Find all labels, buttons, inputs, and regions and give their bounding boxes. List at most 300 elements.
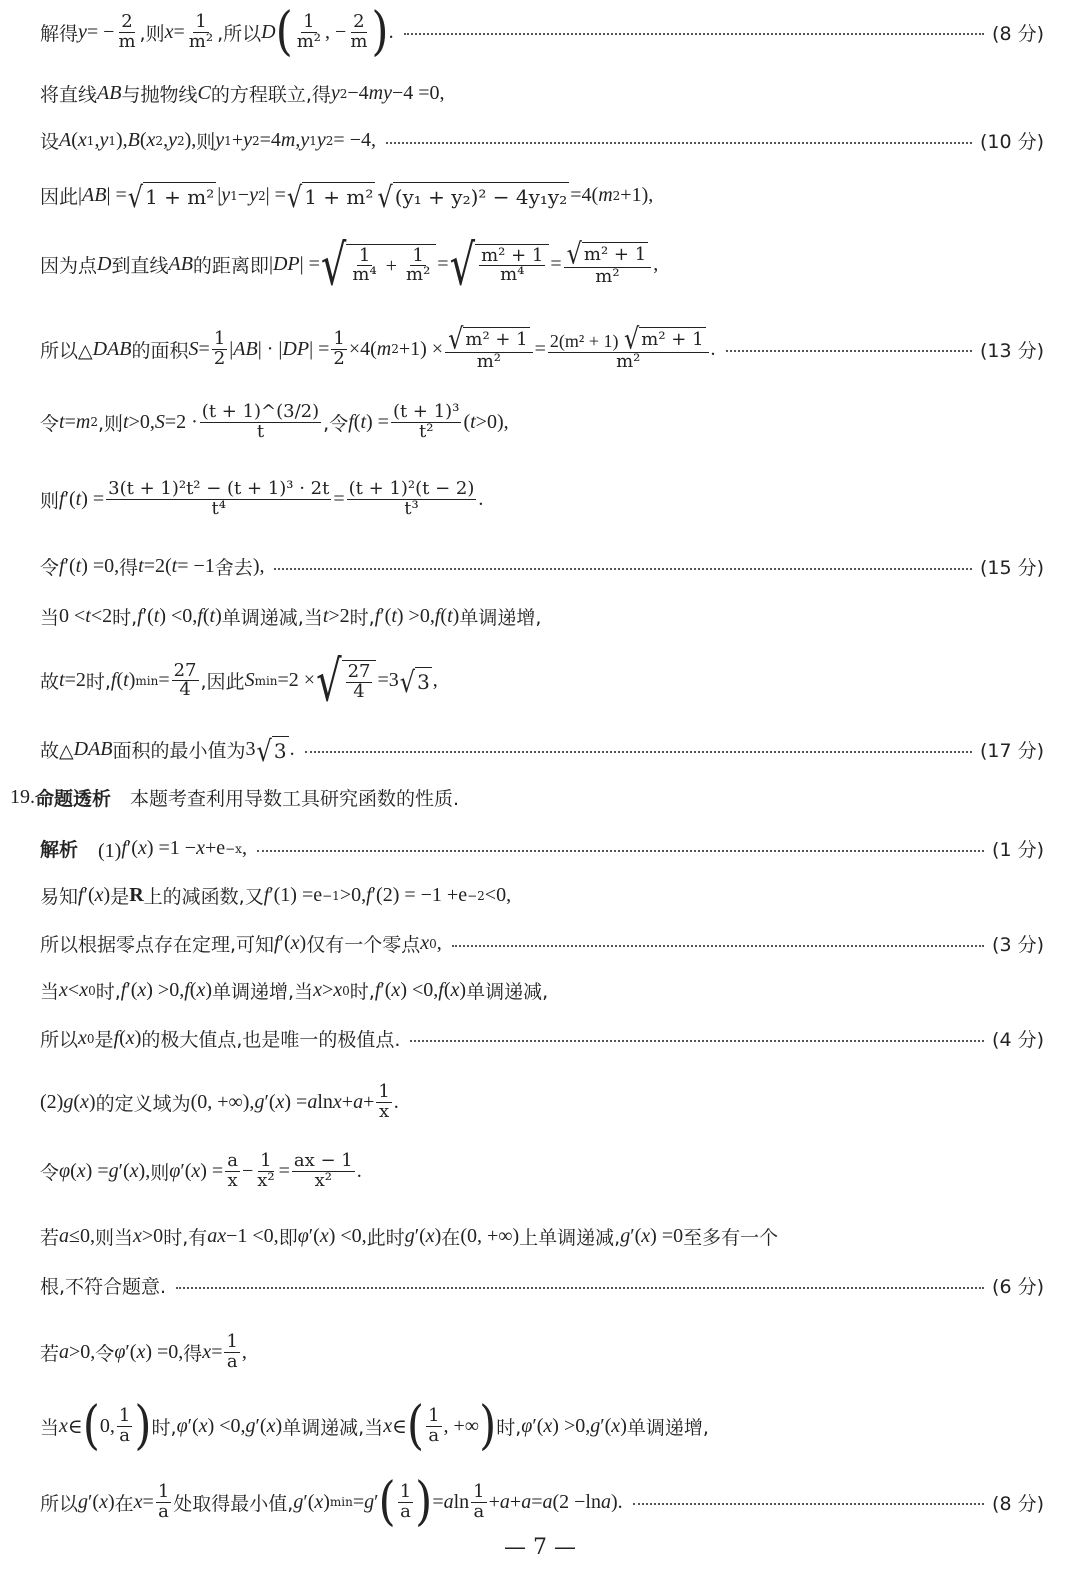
subscript: 0: [429, 936, 437, 951]
text: 因为点: [40, 254, 98, 277]
math-text: ,: [94, 129, 100, 151]
text: 的距离即: [192, 254, 269, 277]
math-variable: t: [59, 410, 65, 433]
denominator: a: [428, 1424, 440, 1446]
text: 则当: [95, 1227, 134, 1249]
math-variable: f: [78, 884, 84, 906]
fraction: [172, 659, 199, 701]
text-line: [40, 882, 1044, 909]
math-variable: a: [542, 1490, 553, 1513]
dotted-leader: [305, 751, 972, 753]
superscript: 2: [612, 188, 621, 203]
math-text: (: [463, 410, 471, 433]
math-text: ) =: [366, 410, 389, 433]
math-text: ),: [138, 1159, 151, 1182]
text: 所以: [40, 1029, 79, 1051]
math-text: =: [550, 252, 562, 275]
fraction: [479, 244, 545, 286]
math-text: ′(: [380, 979, 392, 1001]
large-paren: ): [479, 1394, 497, 1456]
math-variable: a: [600, 1490, 611, 1513]
page-number: — 7 —: [504, 1535, 576, 1560]
math-text: ),: [115, 129, 128, 151]
math-variable: φ: [114, 1340, 126, 1363]
math-variable: f: [438, 979, 444, 1001]
math-text: , +∞: [443, 1414, 480, 1437]
radicand: [475, 244, 549, 286]
denominator: a: [400, 1500, 411, 1522]
text: 所以根据零点存在定理,可知: [40, 934, 275, 956]
text: 即: [278, 1227, 298, 1249]
math-variable: x: [543, 1414, 553, 1437]
subscript: min: [329, 1495, 353, 1509]
math-text: <0,: [484, 884, 512, 906]
square-root: [623, 322, 706, 356]
text: 时,: [112, 607, 138, 629]
numerator: 1: [412, 244, 424, 266]
math-text: ′(: [118, 1159, 130, 1182]
math-text: (: [73, 1090, 80, 1113]
math-variable: x: [59, 979, 68, 1001]
text: 根,不符合题意.: [40, 1276, 167, 1298]
math-text: +: [363, 1090, 375, 1113]
math-text: ): [620, 1414, 627, 1437]
math-variable: S: [244, 669, 255, 692]
numerator: 2: [353, 10, 365, 32]
text: 本题考查利用导数工具研究函数的性质.: [111, 788, 460, 810]
subscript: 1: [224, 133, 232, 148]
math-variable: DAB: [73, 738, 113, 760]
math-text: =: [142, 1490, 154, 1513]
math-variable: ax: [207, 1225, 227, 1247]
denominator: t²: [418, 420, 434, 442]
math-text: ): [299, 932, 307, 954]
math-text: ′(: [279, 932, 291, 954]
subscript: min: [254, 673, 278, 688]
numerator: 1: [195, 10, 207, 32]
text-line: [40, 1152, 1044, 1191]
math-text: >2: [328, 605, 350, 627]
math-variable: D: [261, 20, 276, 43]
subscript: 0: [342, 983, 350, 998]
subscript: 0: [88, 983, 96, 998]
math-text: =: [333, 487, 345, 510]
math-text: (: [71, 129, 78, 151]
math-variable: g: [108, 1159, 119, 1182]
math-text: ) =: [85, 1159, 109, 1182]
text: 的定义域为: [95, 1092, 191, 1115]
subscript: 1: [108, 133, 116, 148]
math-text: ′(: [264, 1090, 276, 1113]
radical-sign: √: [127, 180, 144, 215]
math-text: =: [531, 1490, 543, 1513]
math-variable: x: [383, 1414, 393, 1437]
denominator: a: [158, 1500, 169, 1522]
math-text: ): [323, 1490, 330, 1513]
dotted-leader: [386, 142, 972, 144]
superscript: −x: [225, 841, 242, 856]
math-text: (: [119, 1027, 126, 1049]
math-text: ,: [295, 129, 301, 151]
math-variable: t: [391, 605, 397, 627]
line-content: [40, 930, 442, 957]
math-variable: AB: [233, 337, 258, 360]
line-content: [40, 480, 483, 519]
math-text: +: [341, 1090, 354, 1113]
fraction: [156, 1480, 171, 1522]
line-content: [40, 603, 541, 630]
dotted-leader: [633, 1503, 984, 1505]
math-variable: t: [209, 605, 216, 627]
math-text: ): [103, 884, 111, 906]
math-variable: A: [59, 129, 72, 151]
math-variable: S: [188, 337, 199, 360]
math-text: |: [229, 337, 234, 360]
math-variable: x: [99, 1490, 108, 1513]
math-text: ′(: [126, 979, 138, 1001]
math-text: ) =: [200, 1159, 224, 1182]
radical-sign: √: [623, 322, 640, 356]
large-paren: ): [134, 1394, 152, 1456]
denominator: m: [350, 30, 368, 52]
math-text: | · |: [257, 337, 283, 360]
text: 单调递增,: [626, 1416, 709, 1439]
radical-sign: √: [377, 180, 393, 215]
text: ,所以: [217, 22, 262, 45]
text: 时,: [496, 1416, 522, 1439]
text: 设: [40, 131, 60, 153]
numerator: 1: [260, 1150, 272, 1171]
math-text: +: [509, 1490, 522, 1513]
denominator: m²: [616, 350, 641, 372]
text: 将直线: [40, 84, 98, 106]
subscript: 2: [176, 133, 185, 148]
math-text: ,: [163, 129, 169, 151]
math-text: ′(: [255, 1414, 267, 1437]
radicand: 1 + m²: [302, 182, 375, 209]
text: ,则: [139, 22, 165, 45]
math-variable: y: [330, 82, 340, 104]
math-text: (: [70, 1159, 77, 1182]
text: 单调递减,当: [282, 1416, 384, 1439]
math-text: +: [488, 1490, 500, 1513]
line-content: [40, 977, 548, 1004]
denominator: m²: [188, 30, 214, 52]
text: 时,: [151, 1416, 177, 1439]
math-variable: x: [125, 1027, 135, 1049]
math-variable: g: [293, 1490, 304, 1513]
math-text: <: [67, 979, 80, 1001]
line-content: [40, 834, 247, 863]
numerator: [564, 237, 652, 271]
math-variable: g: [254, 1090, 265, 1113]
math-variable: x: [420, 932, 430, 954]
math-variable: t: [123, 410, 129, 433]
text: ,令: [323, 412, 349, 435]
math-text: 0 <: [59, 605, 86, 627]
text-line: [40, 1333, 1044, 1372]
math-variable: φ: [169, 1159, 181, 1182]
math-variable: x: [129, 1159, 139, 1182]
square-root: [256, 734, 289, 769]
math-variable: g: [590, 1414, 601, 1437]
math-text: ′(: [380, 605, 392, 627]
math-variable: φ: [176, 1414, 188, 1437]
text: ,因此: [200, 671, 245, 694]
math-variable: a: [521, 1490, 532, 1513]
text-line: [40, 1083, 1044, 1122]
score-label: (10 分): [979, 131, 1044, 153]
math-text: ln: [317, 1090, 333, 1113]
math-text: | =: [309, 337, 330, 360]
radical-sign: √: [448, 322, 464, 356]
math-text: ) <0,: [328, 1225, 367, 1247]
math-text: ) <0,: [400, 979, 439, 1001]
math-text: +: [231, 129, 244, 151]
math-variable: a: [499, 1490, 510, 1513]
math-variable: y: [243, 129, 252, 151]
line-content: [40, 1272, 166, 1299]
text: 是: [110, 886, 130, 908]
math-variable: t: [59, 669, 65, 692]
math-variable: f: [263, 884, 270, 906]
text: 若: [40, 1342, 60, 1365]
square-root: [286, 180, 375, 215]
math-text: ′(: [88, 1490, 100, 1513]
math-variable: f: [113, 1027, 120, 1049]
math-text: ): [88, 1090, 96, 1113]
math-text: ): [134, 1027, 142, 1049]
text-line: [40, 480, 1044, 519]
text-line: [40, 1394, 1044, 1456]
math-variable: x: [137, 979, 147, 1001]
math-text: ): [434, 1225, 442, 1247]
radical-sign: √: [256, 734, 272, 769]
text-line: [40, 734, 1044, 769]
math-text: ln: [453, 1490, 470, 1513]
math-variable: AB: [168, 252, 193, 275]
fraction: [471, 1480, 486, 1522]
math-variable: φ: [297, 1225, 309, 1247]
line-content: [40, 553, 264, 580]
denominator: x²: [257, 1169, 275, 1191]
denominator: a: [473, 1500, 485, 1522]
math-variable: a: [59, 1225, 70, 1247]
math-variable: DAB: [92, 337, 132, 360]
text-line: [40, 80, 1044, 107]
text-line: [40, 834, 1044, 863]
math-variable: x: [425, 1225, 435, 1247]
line-content: [40, 1083, 399, 1122]
line-content: [40, 1470, 623, 1532]
fraction: [292, 1152, 355, 1191]
text: 易知: [40, 886, 79, 908]
math-variable: a: [353, 1090, 364, 1113]
superscript: −2: [467, 888, 485, 903]
radical-sign: √: [320, 233, 347, 298]
denominator: m²: [406, 264, 431, 286]
math-variable: g: [63, 1090, 74, 1113]
math-text: , −: [325, 20, 347, 43]
math-text: .: [356, 1159, 362, 1182]
math-text: (0, +∞),: [190, 1090, 255, 1113]
text-line: [40, 233, 1044, 298]
denominator: a: [119, 1424, 130, 1446]
numerator: 1: [157, 1480, 170, 1502]
large-paren: (: [275, 0, 293, 62]
math-text: (2): [40, 1090, 64, 1113]
math-text: >0,: [128, 410, 155, 433]
math-text: ∈: [67, 1415, 83, 1438]
square-root: [566, 237, 649, 271]
radicand: m² + 1: [639, 327, 705, 351]
sum-of-fractions: [348, 244, 434, 286]
math-text: (0, +∞): [460, 1225, 520, 1247]
math-variable: f: [366, 884, 372, 906]
text-line: [10, 784, 1044, 811]
score-label: (13 分): [979, 339, 1044, 362]
numerator: 1: [399, 1480, 412, 1502]
text: 令: [95, 1342, 115, 1365]
text: 此时: [366, 1227, 405, 1249]
math-variable: x: [146, 129, 156, 151]
math-variable: g: [364, 1490, 375, 1513]
square-root: [316, 649, 376, 715]
math-variable: x: [191, 1159, 201, 1182]
math-text: >0,: [339, 884, 367, 906]
line-content: [40, 180, 654, 215]
text: 令: [40, 1161, 60, 1184]
score-label: (8 分): [992, 22, 1044, 45]
numerator: 27: [347, 661, 371, 682]
math-variable: g: [620, 1225, 631, 1247]
math-variable: x: [198, 1414, 208, 1437]
math-text: −: [237, 184, 250, 206]
math-text: ′(: [600, 1414, 612, 1437]
text-line: [40, 930, 1044, 957]
math-variable: x: [450, 979, 460, 1001]
score-label: (15 分): [979, 557, 1044, 579]
text: 若: [40, 1227, 60, 1249]
plus: +: [380, 254, 402, 277]
line-content: [40, 0, 394, 62]
math-text: ′(: [532, 1414, 544, 1437]
fraction: [404, 244, 432, 286]
math-text: ′(2) = −1 +e: [371, 884, 468, 906]
math-variable: AB: [82, 184, 107, 206]
fraction: [331, 330, 346, 369]
math-text: ,: [653, 252, 659, 275]
math-text: ) =0,: [145, 1340, 184, 1363]
math-text: ′(: [303, 1490, 315, 1513]
denominator: x²: [314, 1169, 332, 1191]
text-line: [40, 403, 1044, 442]
radicand: [342, 660, 377, 702]
math-text: | =: [265, 184, 286, 206]
text: 单调递减,: [466, 981, 549, 1003]
line-content: [40, 1025, 400, 1052]
math-variable: x: [266, 1414, 276, 1437]
text: 至多有一个: [683, 1227, 779, 1249]
math-text: .: [393, 1090, 399, 1113]
score-label: (4 分): [992, 1029, 1044, 1051]
square-root: [320, 233, 436, 298]
fraction: [224, 1333, 239, 1372]
math-text: ′(: [126, 837, 138, 859]
math-text: ′(: [308, 1225, 320, 1247]
math-variable: f: [110, 669, 117, 692]
math-variable: f: [197, 605, 203, 627]
subscript: 2: [325, 133, 334, 148]
math-variable: t: [447, 605, 453, 627]
math-text: ′(: [414, 1225, 426, 1247]
text-line: [40, 127, 1044, 154]
math-text: 19.: [10, 786, 35, 808]
math-variable: f: [374, 605, 381, 627]
denominator: t³: [404, 497, 419, 519]
fraction: [348, 10, 369, 52]
bold-symbol: R: [129, 884, 144, 906]
math-variable: m: [376, 337, 392, 360]
text-line: [40, 649, 1044, 715]
radicand: 3: [415, 667, 432, 694]
fraction: [376, 1083, 391, 1122]
text: 舍去: [214, 557, 253, 579]
score-label: (8 分): [992, 1492, 1044, 1515]
text: 时,: [349, 607, 375, 629]
math-text: ,: [241, 1340, 247, 1363]
math-text: .: [478, 487, 484, 510]
numerator: 1: [358, 244, 371, 266]
denominator: m⁴: [500, 264, 525, 286]
text: 上的减函数,又: [143, 886, 264, 908]
math-variable: y: [316, 129, 326, 151]
large-paren: ): [415, 1470, 433, 1532]
math-variable: a: [443, 1490, 454, 1513]
text: 面积的最小值为: [112, 740, 246, 762]
line-content: [40, 1223, 778, 1250]
text-line: [40, 977, 1044, 1004]
math-text: =2(: [143, 555, 172, 577]
math-variable: g: [404, 1225, 415, 1247]
math-text: <2: [90, 605, 113, 627]
math-text: +1) ×: [398, 337, 444, 360]
math-variable: t: [171, 555, 178, 577]
math-text: ′(: [180, 1159, 192, 1182]
text: ,则: [97, 412, 123, 435]
math-variable: m: [280, 129, 296, 151]
math-text: ): [459, 979, 467, 1001]
math-text: (: [443, 979, 451, 1001]
math-text: ) =0: [650, 1225, 684, 1247]
denominator: t: [256, 420, 265, 442]
math-variable: f: [121, 837, 127, 859]
text-line: [40, 1223, 1044, 1250]
math-text: =: [534, 337, 546, 360]
math-text: ′(: [125, 1340, 137, 1363]
math-variable: x: [290, 932, 300, 954]
line-content: [40, 1394, 709, 1456]
denominator: m: [118, 30, 136, 52]
math-variable: y: [215, 129, 225, 151]
math-text: ×4(: [348, 337, 377, 360]
text: 解得: [40, 22, 79, 45]
denominator: m²: [296, 30, 322, 52]
line-content: [10, 784, 459, 811]
math-text: (: [440, 605, 448, 627]
fraction: [564, 237, 652, 287]
square-root: [377, 180, 569, 215]
